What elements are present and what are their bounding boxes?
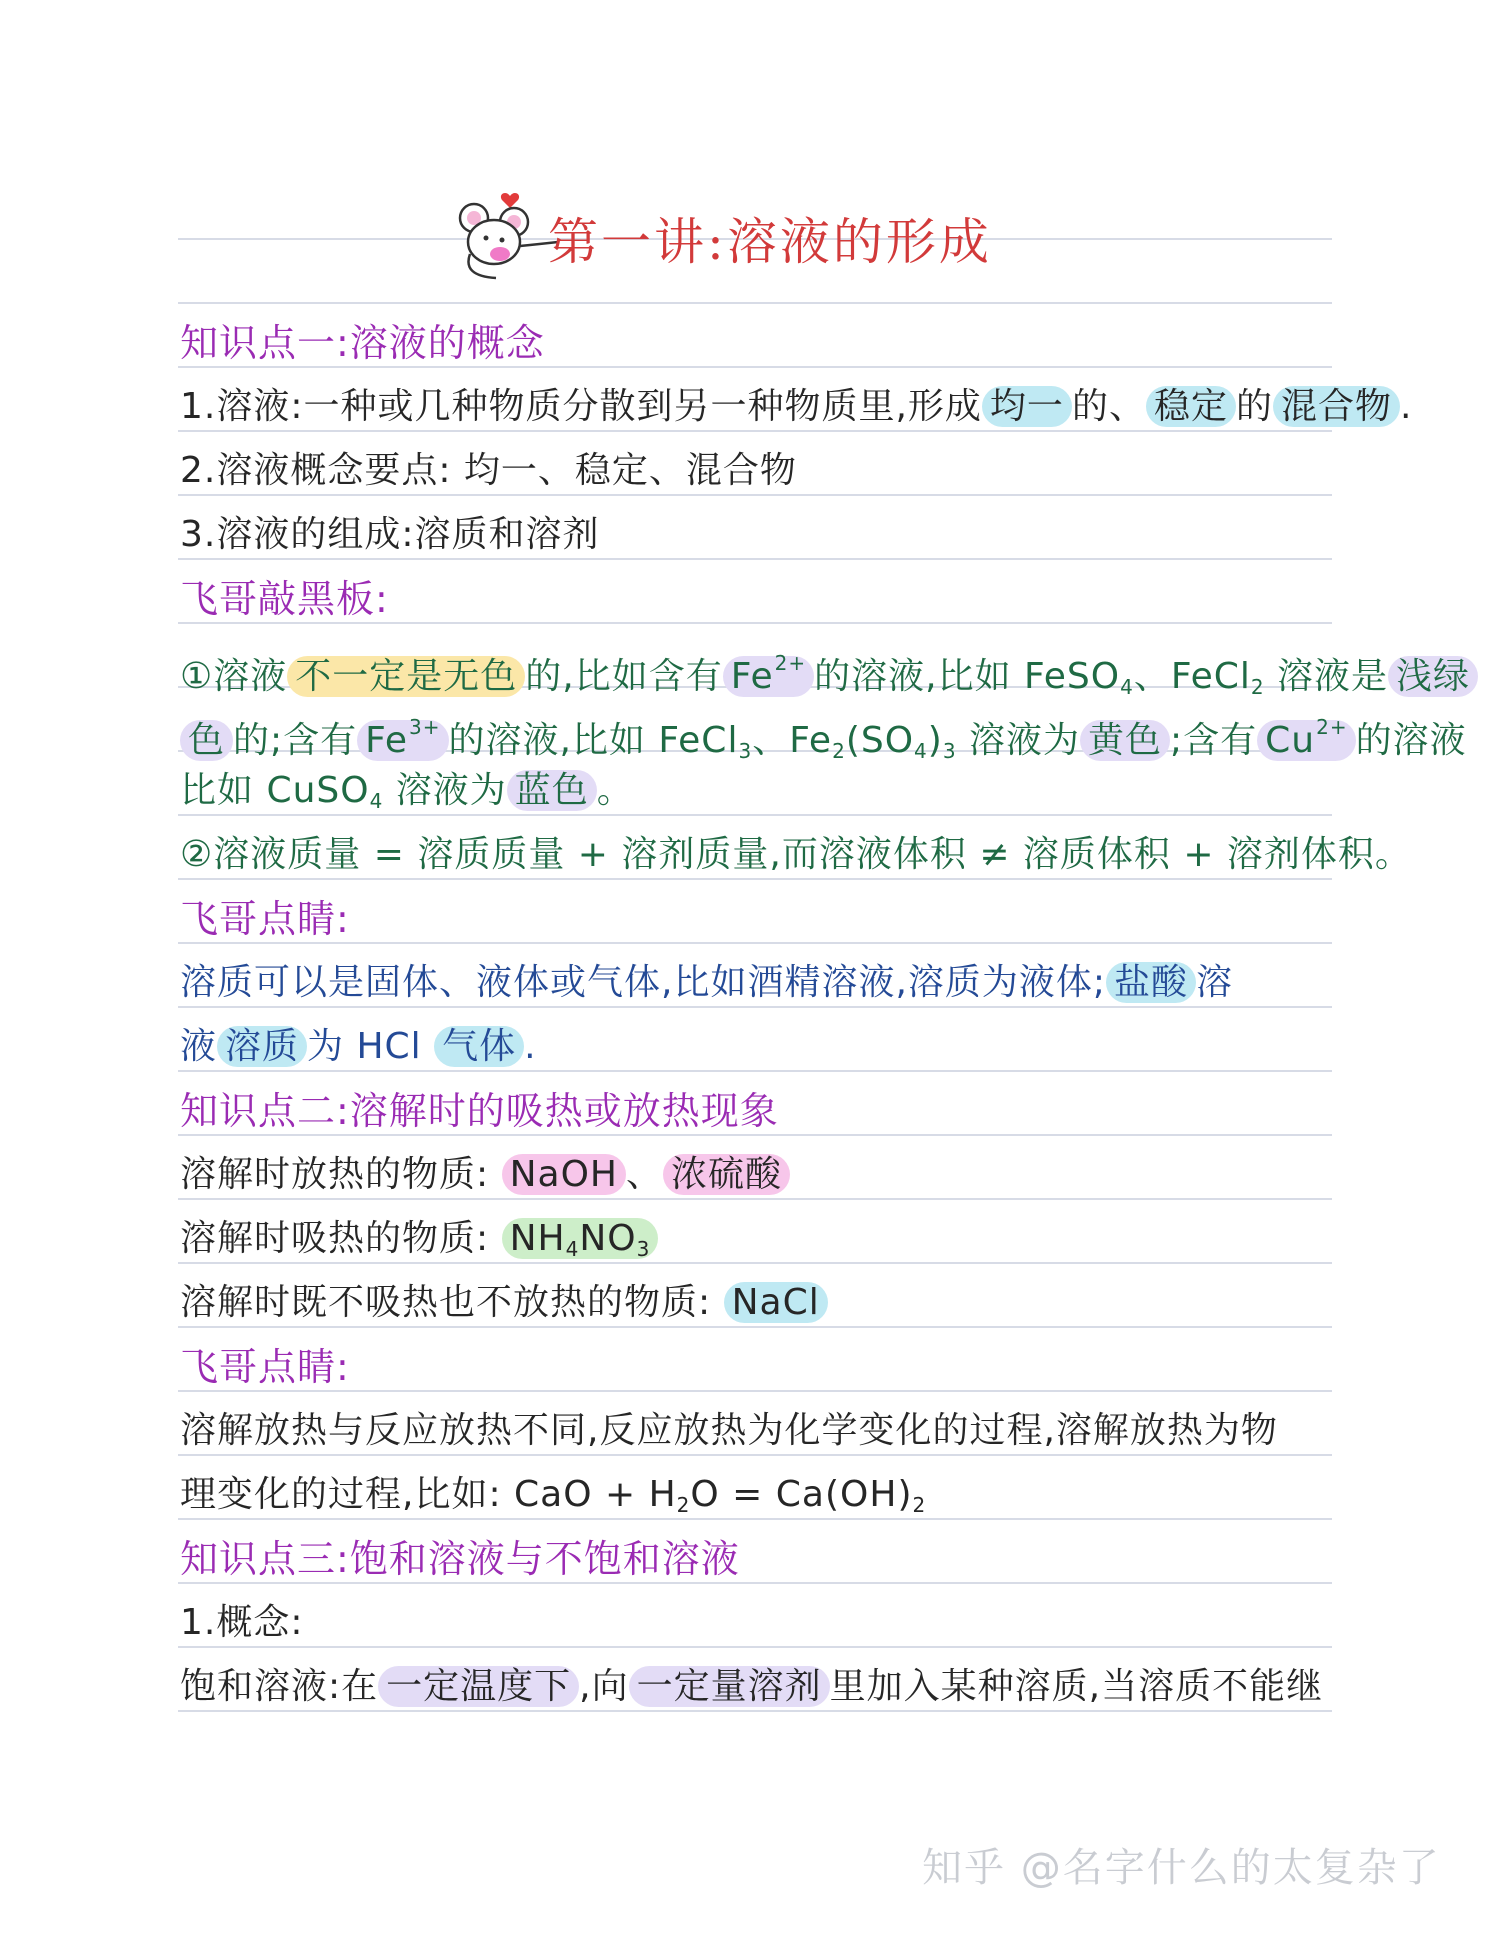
- highlight-light-green: 浅绿: [1388, 656, 1478, 697]
- text: 、FeCl: [1133, 656, 1251, 697]
- highlight-certain-temperature: 一定温度下: [378, 1666, 579, 1707]
- section-heading-tip-1: 飞哥点睛:: [180, 897, 350, 941]
- highlight-hydrochloric-acid: 盐酸: [1106, 962, 1196, 1003]
- subscript: 3: [738, 739, 753, 763]
- section-heading-2: 知识点二:溶解时的吸热或放热现象: [180, 1089, 779, 1133]
- rule-line: [178, 302, 1332, 304]
- note-line: [180, 702, 1467, 763]
- text: Cu: [1265, 720, 1316, 761]
- text: 的溶液,比如 FeCl: [448, 720, 739, 761]
- definition-line: [180, 382, 1413, 432]
- text: 的溶液: [1355, 720, 1467, 761]
- note-line: [180, 766, 1330, 816]
- text: 的;含有: [233, 720, 358, 761]
- subscript: 3: [942, 739, 957, 763]
- composition-line: 3.溶液的组成:溶质和溶剂: [180, 514, 600, 555]
- subscript: 4: [369, 789, 384, 813]
- text: 溶质可以是固体、液体或气体,比如酒精溶液,溶质为液体;: [180, 962, 1107, 1003]
- highlight-naoh: NaOH: [502, 1154, 626, 1195]
- text: ): [927, 720, 943, 761]
- subscript: 4: [565, 1237, 580, 1261]
- key-points-line: 2.溶液概念要点: 均一、稳定、混合物: [180, 450, 797, 491]
- neutral-line: [180, 1278, 1330, 1328]
- text: 里加入某种溶质,当溶质不能继: [829, 1666, 1324, 1707]
- text: .: [524, 1026, 537, 1067]
- highlight-sulfuric-acid: 浓硫酸: [663, 1154, 790, 1195]
- endothermic-line: [180, 1214, 1330, 1264]
- highlight-ion: [723, 651, 814, 697]
- text: 溶解时放热的物质:: [180, 1154, 502, 1195]
- text: 液: [180, 1026, 218, 1067]
- subscript: 4: [1120, 675, 1134, 699]
- text: 比如 CuSO: [180, 770, 370, 811]
- text: 溶液是: [1264, 656, 1389, 697]
- text: 。: [596, 770, 634, 811]
- text: 、: [625, 1154, 663, 1195]
- mass-volume-line: ②溶液质量 = 溶质质量 + 溶剂质量,而溶液体积 ≠ 溶质体积 + 溶剂体积。: [180, 834, 1412, 875]
- subscript: 3: [636, 1237, 651, 1261]
- text: NH: [509, 1218, 566, 1259]
- note-line: [180, 638, 1471, 699]
- section-heading-3: 知识点三:饱和溶液与不饱和溶液: [180, 1537, 740, 1581]
- highlight-gas: 气体: [434, 1026, 524, 1067]
- subscript: 2: [912, 1493, 927, 1517]
- highlight-certain-solvent: 一定量溶剂: [629, 1666, 830, 1707]
- text: 的,比如含有: [525, 656, 723, 697]
- subscript: 2: [1250, 675, 1265, 699]
- highlight-uniform: 均一: [982, 386, 1072, 427]
- text: 溶: [1196, 962, 1234, 1003]
- tip-line: 溶解放热与反应放热不同,反应放热为化学变化的过程,溶解放热为物: [180, 1410, 1278, 1451]
- section-heading-blackboard: 飞哥敲黑板:: [180, 577, 389, 621]
- highlight-stable: 稳定: [1146, 386, 1236, 427]
- section-heading-1: 知识点一:溶液的概念: [180, 321, 545, 365]
- superscript: 3+: [409, 715, 441, 739]
- highlight-solute: 溶质: [217, 1026, 307, 1067]
- cute-mouse-heart-icon: [440, 184, 558, 284]
- subscript: 2: [832, 739, 846, 763]
- text: ,向: [579, 1666, 629, 1707]
- text: 溶液为: [383, 770, 507, 811]
- text: 1.溶液:一种或几种物质分散到另一种物质里,形成: [180, 386, 982, 427]
- page-header: [440, 176, 1000, 286]
- text: .: [1400, 386, 1413, 427]
- tip-line: [180, 1470, 1330, 1520]
- text: 饱和溶液:在: [180, 1666, 379, 1707]
- text: 为 HCl: [307, 1026, 435, 1067]
- text: Fe: [730, 656, 774, 697]
- text: (SO: [845, 720, 915, 761]
- text: Fe: [365, 720, 409, 761]
- highlight-not-colorless: 不一定是无色: [287, 656, 525, 697]
- tip-line: [180, 958, 1330, 1008]
- highlight-ion: [357, 715, 448, 761]
- exothermic-line: [180, 1150, 1330, 1200]
- text: O = Ca(OH): [690, 1474, 913, 1515]
- text: 的溶液,比如 FeSO: [814, 656, 1121, 697]
- highlight-nacl: NaCl: [724, 1282, 828, 1323]
- superscript: 2+: [1316, 715, 1348, 739]
- superscript: 2+: [774, 651, 807, 675]
- text: ;含有: [1170, 720, 1258, 761]
- highlight-yellow: 黄色: [1080, 720, 1170, 761]
- saturated-definition-line: [180, 1662, 1330, 1712]
- text: 溶液为: [956, 720, 1081, 761]
- text: 的: [1235, 386, 1273, 427]
- text: ①溶液: [180, 656, 288, 697]
- text: 溶解时吸热的物质:: [180, 1218, 502, 1259]
- text: 、Fe: [752, 720, 833, 761]
- highlight-blue: 蓝色: [507, 770, 597, 811]
- tip-line: [180, 1022, 1330, 1072]
- concept-line: 1.概念:: [180, 1602, 304, 1643]
- text: NO: [579, 1218, 637, 1259]
- highlight-color: 色: [180, 720, 233, 761]
- watermark: 知乎 @名字什么的太复杂了: [922, 1845, 1441, 1891]
- text: 溶解时既不吸热也不放热的物质:: [180, 1282, 724, 1323]
- subscript: 4: [914, 739, 928, 763]
- text: 的、: [1071, 386, 1146, 427]
- highlight-ion: [1257, 715, 1355, 761]
- text: 理变化的过程,比如: CaO + H: [180, 1474, 677, 1515]
- highlight-ammonium-nitrate: [502, 1218, 659, 1259]
- subscript: 2: [676, 1493, 691, 1517]
- highlight-mixture: 混合物: [1273, 386, 1400, 427]
- page-title: 第一讲:溶液的形成: [548, 213, 992, 271]
- section-heading-tip-2: 飞哥点睛:: [180, 1345, 350, 1389]
